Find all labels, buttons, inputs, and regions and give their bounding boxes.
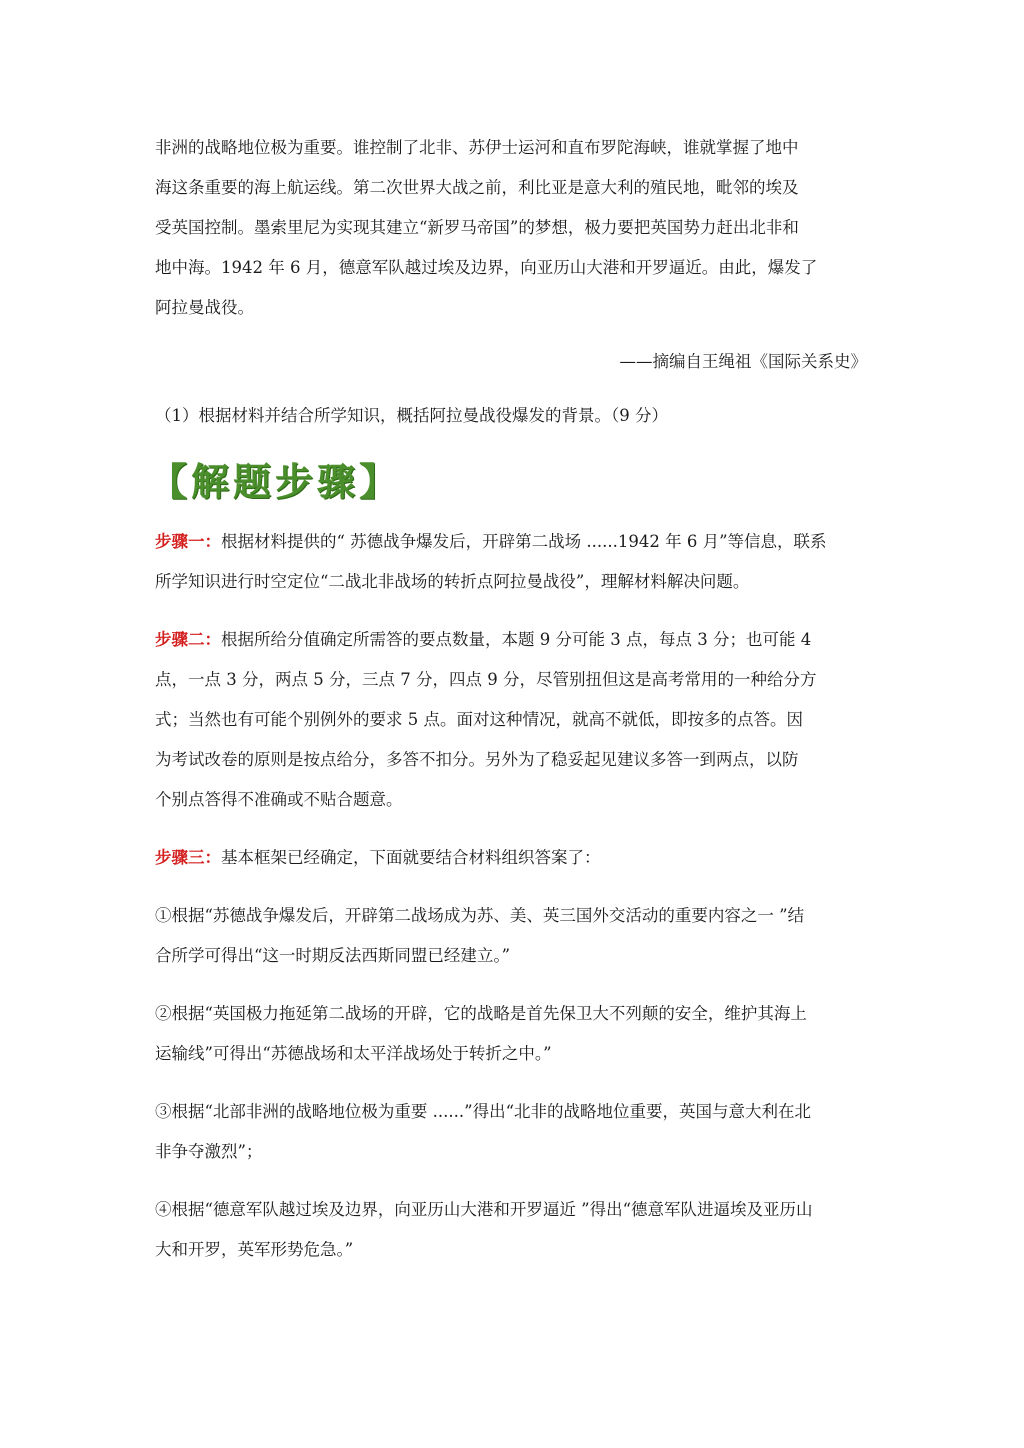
solution-steps-heading: 【解题步骤】 [149,460,402,504]
answer-line: ①根据“苏德战争爆发后，开辟第二战场成为苏、美、英三国外交活动的重要内容之一 ”结 [155,906,805,925]
question-text: （1）根据材料并结合所学知识，概括阿拉曼战役爆发的背景。（9 分） [155,406,668,425]
material-line: 地中海。1942 年 6 月，德意军队越过埃及边界，向亚历山大港和开罗逼近。由此，爆发了 [155,258,818,277]
answer-line: 运输线”可得出“苏德战场和太平洋战场处于转折之中。” [155,1044,552,1063]
answer-item-3 [155,1092,867,1172]
step-text: 个别点答得不准确或不贴合题意。 [155,790,403,809]
step-text: 为考试改卷的原则是按点给分，多答不扣分。另外为了稳妥起见建议多答一到两点，以防 [155,750,799,769]
answer-line: 合所学可得出“这一时期反法西斯同盟已经建立。” [155,946,511,965]
material-line: 受英国控制。墨索里尼为实现其建立“新罗马帝国”的梦想，极力要把英国势力赶出北非和 [155,218,799,237]
step-three [155,838,867,878]
step-three-label: 步骤三： [155,848,221,867]
answer-line: ④根据“德意军队越过埃及边界，向亚历山大港和开罗逼近 ”得出“德意军队进逼埃及亚历山 [155,1200,813,1219]
step-two-label: 步骤二： [155,630,221,649]
step-text: 根据材料提供的“ 苏德战争爆发后，开辟第二战场 ......1942 年 6 月”等信息，联系 [221,532,827,551]
answer-line: 大和开罗，英军形势危急。” [155,1240,354,1259]
material-line: 阿拉曼战役。 [155,298,254,317]
step-text: 基本框架已经确定，下面就要结合材料组织答案了： [221,848,601,867]
step-text: 根据所给分值确定所需答的要点数量，本题 9 分可能 3 点，每点 3 分；也可能 4 [221,630,812,649]
material-paragraph [155,128,867,328]
answer-line: 非争夺激烈”； [155,1142,263,1161]
step-one [155,522,867,602]
answer-line: ②根据“英国极力拖延第二战场的开辟，它的战略是首先保卫大不列颠的安全，维护其海上 [155,1004,807,1023]
answer-item-4 [155,1190,867,1270]
step-text: 点，一点 3 分，两点 5 分，三点 7 分，四点 9 分，尽管别扭但这是高考常用的一种给分方 [155,670,817,689]
answer-line: ③根据“北部非洲的战略地位极为重要 ......”得出“北非的战略地位重要，英国与意大利在北 [155,1102,812,1121]
material-line: 海这条重要的海上航运线。第二次世界大战之前，利比亚是意大利的殖民地，毗邻的埃及 [155,178,799,197]
step-two [155,620,867,820]
answer-item-1 [155,896,867,976]
step-text: 式；当然也有可能个别例外的要求 5 点。面对这种情况，就高不就低，即按多的点答。因 [155,710,803,729]
document-content [149,128,867,1270]
material-line: 非洲的战略地位极为重要。谁控制了北非、苏伊士运河和直布罗陀海峡，谁就掌握了地中 [155,138,799,157]
answer-item-2 [155,994,867,1074]
step-one-label: 步骤一： [155,532,221,551]
step-text: 所学知识进行时空定位“二战北非战场的转折点阿拉曼战役”，理解材料解决问题。 [155,572,750,591]
material-source: ——摘编自王绳祖《国际关系史》 [619,352,867,371]
